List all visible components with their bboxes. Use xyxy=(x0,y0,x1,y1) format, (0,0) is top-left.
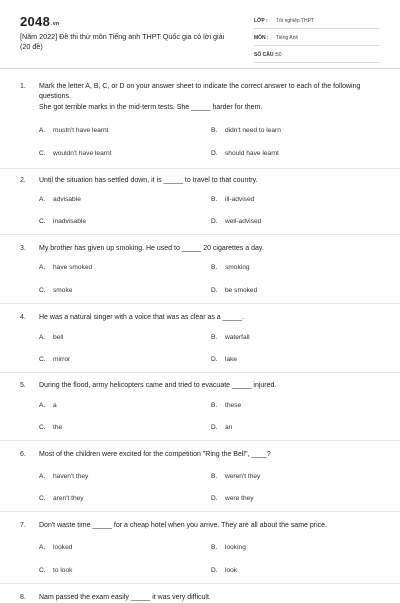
answer-option-c[interactable] xyxy=(39,566,72,575)
option-text: should have learnt xyxy=(225,150,279,157)
option-letter: B. xyxy=(211,127,218,134)
option-letter: B. xyxy=(211,544,218,551)
site-logo[interactable] xyxy=(20,14,59,29)
option-text: have smoked xyxy=(53,264,93,271)
answer-option-b[interactable] xyxy=(211,401,241,410)
question-sub-stem: She got terrible marks in the mid-term tests. She _____ harder for them. xyxy=(39,104,263,111)
meta-row-count xyxy=(254,48,380,63)
option-letter: B. xyxy=(211,402,218,409)
option-letter: C. xyxy=(39,218,46,225)
answer-option-d[interactable] xyxy=(211,355,237,364)
option-text: smoking xyxy=(225,264,250,271)
question-separator xyxy=(0,440,400,441)
option-text: wouldn't have learnt xyxy=(53,150,112,157)
answer-option-d[interactable] xyxy=(211,566,237,575)
question-stem: Mark the letter A, B, C, or D on your answer sheet to indicate the correct answer to each of the following questions. xyxy=(39,83,361,100)
option-letter: D. xyxy=(211,567,218,574)
question-number: 3. xyxy=(20,245,26,252)
option-text: lake xyxy=(225,356,238,363)
meta-value: 50 xyxy=(276,52,282,58)
option-text: these xyxy=(225,402,242,409)
question-number: 4. xyxy=(20,314,26,321)
answer-option-c[interactable] xyxy=(39,217,86,226)
option-letter: A. xyxy=(39,334,46,341)
answer-option-a[interactable] xyxy=(39,333,63,342)
option-letter: D. xyxy=(211,287,218,294)
question-3 xyxy=(20,244,382,256)
option-text: bell xyxy=(53,334,64,341)
option-letter: A. xyxy=(39,473,46,480)
answer-option-d[interactable] xyxy=(211,423,232,432)
option-text: weren't they xyxy=(225,473,261,480)
option-letter: C. xyxy=(39,356,46,363)
meta-row-subject xyxy=(254,31,380,46)
question-number: 5. xyxy=(20,382,26,389)
option-text: mustn't have learnt xyxy=(53,127,109,134)
option-letter: D. xyxy=(211,150,218,157)
logo-suffix: .vn xyxy=(51,21,60,27)
answer-option-a[interactable] xyxy=(39,401,57,410)
question-number: 2. xyxy=(20,177,26,184)
question-number: 6. xyxy=(20,451,26,458)
question-stem: Most of the children were excited for the competition "Ring the Bell", ____? xyxy=(39,451,271,458)
option-letter: B. xyxy=(211,196,218,203)
document-meta xyxy=(254,14,380,65)
question-number: 8. xyxy=(20,594,26,601)
answer-option-d[interactable] xyxy=(211,217,261,226)
option-text: haven't they xyxy=(53,473,89,480)
answer-option-b[interactable] xyxy=(211,472,260,481)
option-letter: C. xyxy=(39,495,46,502)
option-text: mirror xyxy=(53,356,71,363)
option-letter: D. xyxy=(211,424,218,431)
meta-key: MÔN : xyxy=(254,35,269,41)
option-text: be smoked xyxy=(225,287,258,294)
option-letter: B. xyxy=(211,473,218,480)
option-letter: C. xyxy=(39,287,46,294)
meta-row-class xyxy=(254,14,380,29)
question-stem: Nam passed the exam easily _____ it was very difficult. xyxy=(39,594,211,601)
question-separator xyxy=(0,583,400,584)
option-letter: A. xyxy=(39,127,46,134)
question-4 xyxy=(20,313,382,325)
answer-option-a[interactable] xyxy=(39,195,81,204)
option-letter: D. xyxy=(211,218,218,225)
option-text: smoke xyxy=(53,287,73,294)
meta-value: Tốt nghiệp THPT xyxy=(276,18,314,24)
answer-option-a[interactable] xyxy=(39,126,109,135)
answer-option-a[interactable] xyxy=(39,263,92,272)
logo-text: 2048 xyxy=(20,14,51,29)
option-letter: C. xyxy=(39,567,46,574)
question-separator xyxy=(0,303,400,304)
option-text: to look xyxy=(53,567,73,574)
option-letter: A. xyxy=(39,544,46,551)
answer-option-c[interactable] xyxy=(39,494,84,503)
option-letter: D. xyxy=(211,356,218,363)
answer-option-c[interactable] xyxy=(39,149,111,158)
answer-option-b[interactable] xyxy=(211,333,250,342)
question-separator xyxy=(0,168,400,169)
question-6 xyxy=(20,450,382,462)
answer-option-a[interactable] xyxy=(39,543,72,552)
answer-option-b[interactable] xyxy=(211,126,281,135)
option-letter: B. xyxy=(211,334,218,341)
option-letter: C. xyxy=(39,424,46,431)
option-letter: A. xyxy=(39,264,46,271)
question-separator xyxy=(0,511,400,512)
question-stem: Until the situation has settled down, it is _____ to travel to that country. xyxy=(39,177,258,184)
meta-key: SỐ CÂU : xyxy=(254,52,277,58)
meta-key: LỚP : xyxy=(254,18,268,24)
question-5 xyxy=(20,381,382,393)
option-letter: A. xyxy=(39,402,46,409)
meta-value: Tiếng Anh xyxy=(276,35,299,41)
answer-option-c[interactable] xyxy=(39,423,62,432)
answer-option-c[interactable] xyxy=(39,286,72,295)
option-letter: A. xyxy=(39,196,46,203)
question-stem: Don't waste time _____ for a cheap hotel when you arrive. They are all about the same price. xyxy=(39,522,327,529)
question-number: 7. xyxy=(20,522,26,529)
answer-option-b[interactable] xyxy=(211,263,250,272)
option-text: the xyxy=(53,424,63,431)
answer-option-b[interactable] xyxy=(211,195,254,204)
answer-option-a[interactable] xyxy=(39,472,88,481)
answer-option-d[interactable] xyxy=(211,286,257,295)
option-letter: D. xyxy=(211,495,218,502)
option-text: well-advised xyxy=(225,218,262,225)
option-text: looking xyxy=(225,544,246,551)
option-text: ill-advised xyxy=(225,196,255,203)
answer-option-c[interactable] xyxy=(39,355,70,364)
option-text: an xyxy=(225,424,233,431)
question-2 xyxy=(20,176,382,188)
question-stem: During the flood, army helicopters came and tried to evacuate _____ injured. xyxy=(39,382,277,389)
option-text: advisable xyxy=(53,196,81,203)
option-text: didn't need to learn xyxy=(225,127,281,134)
question-7 xyxy=(20,521,382,533)
document-header xyxy=(20,14,380,58)
option-text: a xyxy=(53,402,57,409)
question-separator xyxy=(0,372,400,373)
option-text: aren't they xyxy=(53,495,84,502)
question-8 xyxy=(20,593,382,603)
option-letter: C. xyxy=(39,150,46,157)
header-divider xyxy=(0,68,400,69)
option-text: inadvisable xyxy=(53,218,86,225)
option-text: were they xyxy=(225,495,254,502)
answer-option-d[interactable] xyxy=(211,494,254,503)
question-stem: He was a natural singer with a voice that was as clear as a _____. xyxy=(39,314,245,321)
answer-option-d[interactable] xyxy=(211,149,279,158)
question-separator xyxy=(0,234,400,235)
answer-option-b[interactable] xyxy=(211,543,246,552)
option-text: waterfall xyxy=(225,334,250,341)
option-letter: B. xyxy=(211,264,218,271)
option-text: looked xyxy=(53,544,73,551)
document-title: [Năm 2022] Đề thi thử môn Tiếng anh THPT Quốc gia có lời giải (20 đề) xyxy=(20,32,225,51)
option-text: look xyxy=(225,567,238,574)
question-stem: My brother has given up smoking. He used to _____ 20 cigarettes a day. xyxy=(39,245,264,252)
question-number: 1. xyxy=(20,83,26,90)
